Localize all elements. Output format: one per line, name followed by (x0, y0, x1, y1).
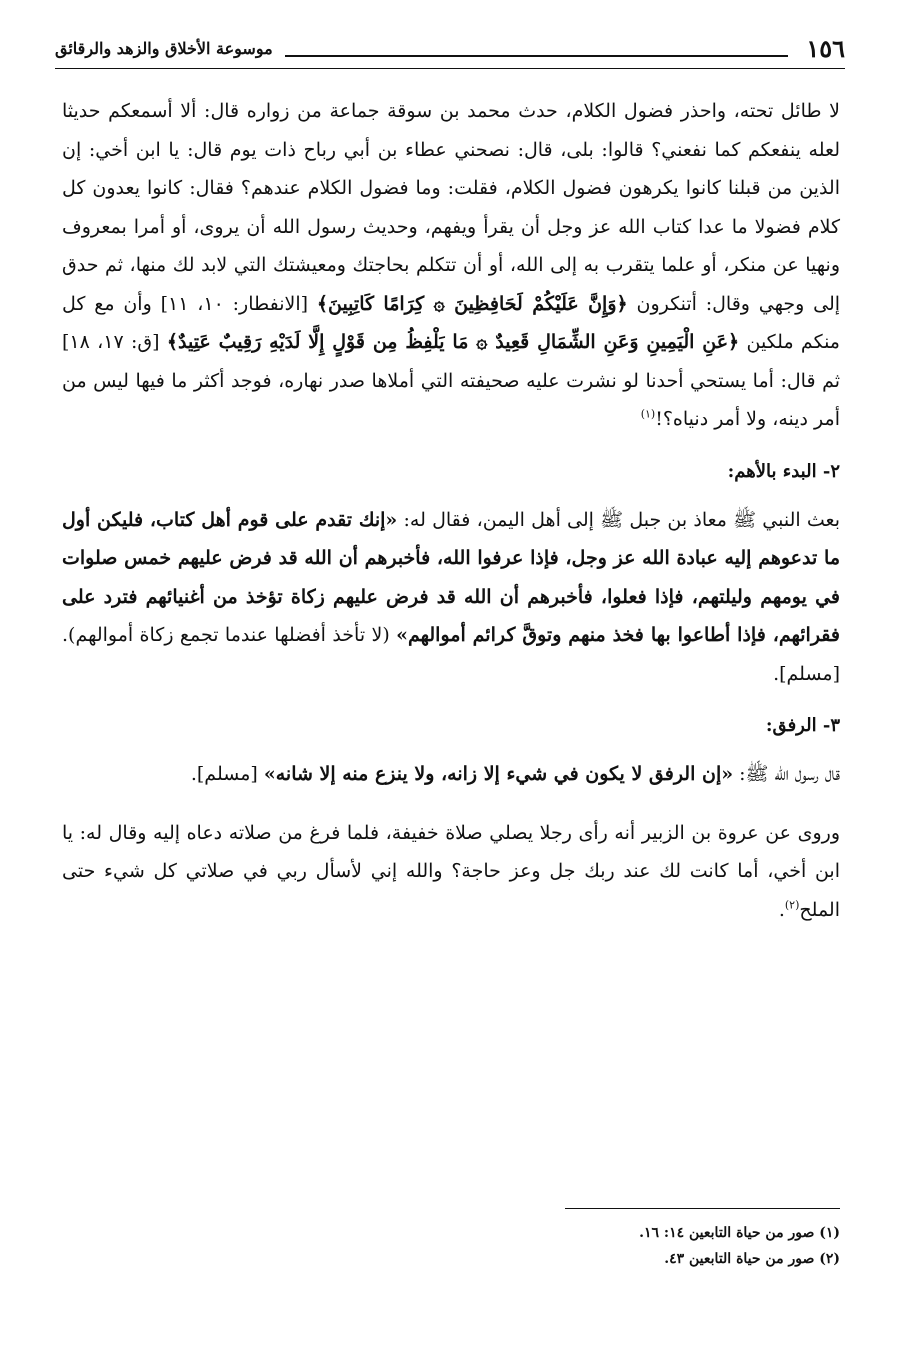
paragraph-gentleness (62, 755, 840, 794)
book-title: موسوعة الأخلاق والزهد والرقائق (55, 38, 273, 58)
paragraph-text: (لا تأخذ أفضلها عندما تجمع زكاة أموالهم). [مسلم]. (62, 624, 840, 685)
footnote-rule (565, 1208, 840, 1209)
paragraph-priorities (62, 501, 840, 694)
footnote-2: (٢) صور من حياة التابعين ٤٣. (664, 1251, 840, 1267)
paragraph-text: بعث النبي ﷺ معاذ بن جبل ﷺ إلى أهل اليمن، فقال له: (403, 508, 840, 531)
paragraph-urwa (62, 814, 840, 930)
hadith-quote: «إنك تقدم على قوم أهل كتاب، فليكن أول ما تدعوهم إليه عبادة الله عز وجل، فإذا عرفوا الله، فأخبرهم أن الله قد فرض عليهم خمس صلوات في يومهم وليلتهم، فإذا فعلوا، فأخبرهم أن الله قد فرض عليهم زكاة تؤخذ من أغنيائهم فترد على فقرائهم، فإذا أطاعوا بها فخذ منهم وتوقَّ كرائم أموالهم» (62, 508, 840, 646)
page-body (62, 92, 840, 929)
footnote-1: (١) صور من حياة التابعين ١٤: ١٦. (639, 1225, 840, 1241)
verse-reference: [الانفطار: ١٠، ١١] (160, 292, 309, 315)
footnote-marker: (١) (640, 407, 656, 421)
footnotes (500, 1220, 840, 1272)
page-number: ١٥٦ (806, 33, 845, 63)
section-heading: ٣- الرفق: (765, 715, 840, 736)
paragraph-text: ثم قال: أما يستحي أحدنا لو نشرت عليه صحيفته التي أملاها صدر نهاره، فوجد أكثر ما فيها ليس من أمر دينه، ولا أمر دنياه؟! (62, 369, 840, 430)
quran-verse: ﴿وَإِنَّ عَلَيْكُمْ لَحَافِظِينَ ۞ كِرَامًا كَاتِبِينَ﴾ (316, 292, 628, 315)
paragraph-text: . (778, 898, 785, 921)
header-rule (285, 55, 789, 57)
footnote-marker: (٢) (784, 898, 800, 912)
verse-reference: [ق: ١٧، ١٨] (62, 331, 160, 353)
running-header (55, 30, 845, 66)
quran-verse: ﴿عَنِ الْيَمِينِ وَعَنِ الشِّمَالِ قَعِيدٌ ۞ مَا يَلْفِظُ مِن قَوْلٍ إِلَّا لَدَيْهِ رَقِيبٌ عَتِيدٌ﴾ (166, 331, 740, 353)
hadith-quote: «إن الرفق لا يكون في شيء إلا زانه، ولا ينزع منه إلا شانه» (263, 763, 734, 785)
paragraph-text: وأن مع كل منكم ملكين (62, 292, 840, 353)
header-underline (55, 68, 845, 69)
paragraph-text: قال رسول الله ﷺ: (739, 763, 840, 785)
section-heading: ٢- البدء بالأهم: (727, 460, 840, 482)
paragraph-text: لا طائل تحته، واحذر فضول الكلام، حدث محمد بن سوقة جماعة من زواره قال: ألا أسمعكم حديثا لعله ينفعكم كما نفعني؟ قالوا: بلى، قال: نصحني عطاء بن أبي رباح ذات يوم قال: يا ابن أخي: إن الذين من قبلنا كانوا يكرهون فضول الكلام، فقلت: وما فضول الكلام عندهم؟ فقال: كانوا يعدون كل كلام فضولا ما عدا كتاب الله عز وجل أن يقرأ ويفهم، وحديث رسول الله أن يروى، أو أمرا بمعروف ونهيا عن منكر، أو علما يتقرب به إلى الله، أو أن تتكلم بحاجتك ومعيشتك التي لابد لك منها، ثم حدق إلى وجهي وقال: أتنكرون (62, 100, 841, 315)
paragraph-text: وروى عن عروة بن الزبير أنه رأى رجلا يصلي صلاة خفيفة، فلما فرغ من صلاته دعاه إليه وقال له: يا ابن أخي، أما كانت لك عند ربك جل وعز حاجة؟ والله إني لأسأل ربي في صلاتي كل شيء حتى الملح (62, 821, 840, 921)
paragraph-text: [مسلم]. (190, 763, 258, 785)
paragraph-silence (62, 92, 840, 439)
